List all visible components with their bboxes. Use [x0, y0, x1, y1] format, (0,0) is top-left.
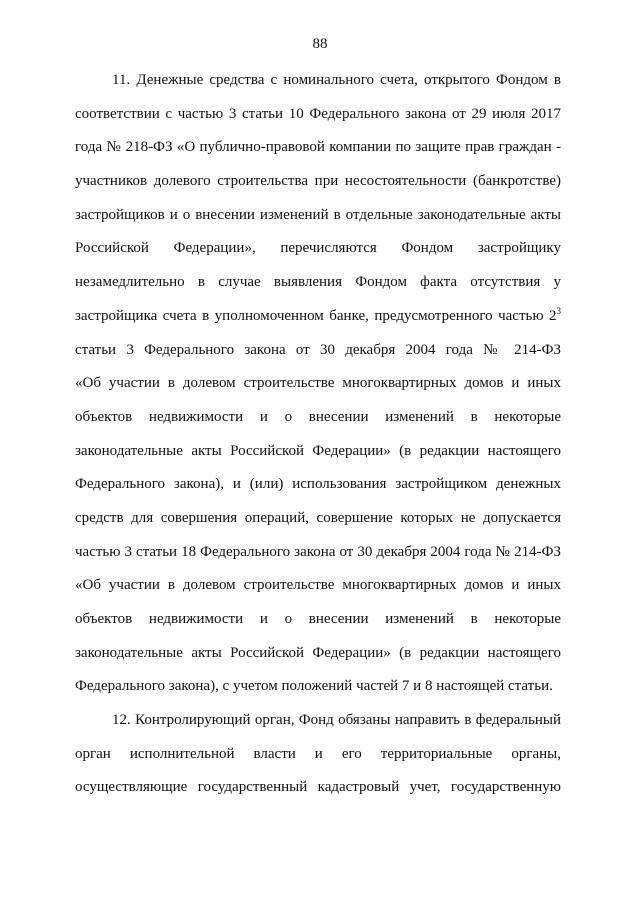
paragraph-11-line: Федерального закона), с учетом положений частей 7 и 8 настоящей статьи.	[75, 678, 553, 695]
paragraph-11-line: застройщиков и о внесении изменений в отдельные законодательные акты	[75, 206, 561, 223]
paragraph-11-line: соответствии с частью 3 статьи 10 Федерального закона от 29 июля 2017	[75, 105, 561, 122]
paragraph-11-line: «Об участии в долевом строительстве многоквартирных домов и иных	[75, 375, 561, 392]
superscript-mark: 3	[556, 305, 561, 316]
paragraph-11-line: законодательные акты Российской Федерации» (в редакции настоящего	[75, 644, 561, 661]
paragraph-11-line: статьи 3 Федерального закона от 30 декабря 2004 года № 214-ФЗ	[75, 341, 561, 358]
paragraph-11-line-text: застройщика счета в уполномоченном банке, предусмотренного частью 2	[75, 307, 557, 324]
paragraph-11-line: года № 218-ФЗ «О публично-правовой компании по защите прав граждан -	[75, 139, 561, 156]
document-body	[75, 64, 561, 805]
paragraph-11-line: средств для совершения операций, совершение которых не допускается	[75, 509, 561, 526]
paragraph-11-line: Федерального закона), и (или) использования застройщиком денежных	[75, 476, 561, 493]
paragraph-11-line: Российской Федерации», перечисляются Фондом застройщику	[75, 240, 561, 257]
paragraph-12-line: осуществляющие государственный кадастровый учет, государственную	[75, 779, 561, 796]
paragraph-11-line: объектов недвижимости и о внесении изменений в некоторые	[75, 408, 561, 425]
paragraph-12-line: орган исполнительной власти и его территориальные органы,	[75, 745, 561, 762]
paragraph-11-line: незамедлительно в случае выявления Фондом факта отсутствия у	[75, 274, 561, 291]
page-number: 88	[312, 36, 328, 52]
paragraph-11-line: 11. Денежные средства с номинального счета, открытого Фондом в	[112, 72, 561, 88]
paragraph-11-line: законодательные акты Российской Федерации» (в редакции настоящего	[75, 442, 561, 459]
paragraph-11-line: объектов недвижимости и о внесении изменений в некоторые	[75, 611, 561, 627]
paragraph-11-line: частью 3 статьи 18 Федерального закона от 30 декабря 2004 года № 214-ФЗ	[75, 543, 561, 560]
paragraph-11-line: участников долевого строительства при несостоятельности (банкротстве)	[75, 173, 561, 190]
paragraph-11-line: «Об участии в долевом строительстве многоквартирных домов и иных	[75, 577, 561, 594]
paragraph-11-line-with-superscript	[75, 300, 561, 334]
paragraph-12-line: 12. Контролирующий орган, Фонд обязаны направить в федеральный	[112, 712, 561, 729]
